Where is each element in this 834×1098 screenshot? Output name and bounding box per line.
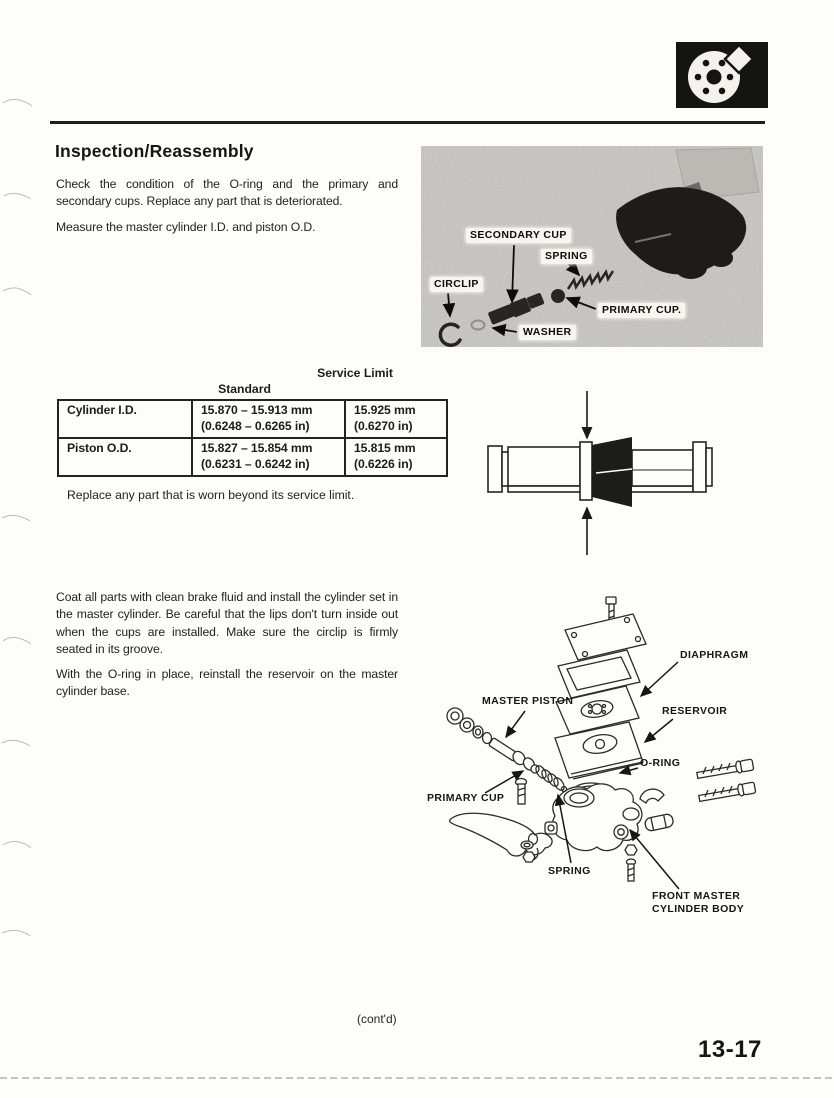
limit-in: (0.6270 in) bbox=[354, 418, 413, 433]
paragraph-check-condition: Check the condition of the O-ring and the primary and secondary cups. Replace any part that is deteriorated. bbox=[56, 177, 398, 209]
brake-lever bbox=[450, 813, 552, 860]
paragraph-measure: Measure the master cylinder I.D. and piston O.D. bbox=[56, 220, 316, 234]
photo-label-secondary-cup: SECONDARY CUP bbox=[466, 228, 571, 243]
piston-measure-drawing bbox=[480, 388, 715, 558]
standard-mm: 15.870 – 15.913 mm bbox=[201, 403, 313, 417]
parts-photo bbox=[421, 146, 763, 347]
section-icon-brakes bbox=[676, 42, 768, 108]
pivot-cylinder bbox=[644, 813, 674, 832]
limit-value bbox=[345, 400, 447, 438]
service-limit-note: Replace any part that is worn beyond its service limit. bbox=[67, 488, 355, 502]
standard-value bbox=[192, 400, 345, 438]
exploded-label-primary-cup: PRIMARY CUP bbox=[427, 792, 505, 804]
scan-artifacts bbox=[0, 0, 40, 1098]
paragraph-coat-parts: Coat all parts with clean brake fluid and install the cylinder set in the master cylinder. Be careful that the lips don't turn inside out when the cups are installed. Make sure the circlip is firmly seated in its groove. bbox=[56, 590, 398, 656]
photo-label-circlip: CIRCLIP bbox=[430, 277, 483, 292]
exploded-label-spring: SPRING bbox=[548, 865, 591, 877]
exploded-label-front-master-cylinder-body: FRONT MASTER CYLINDER BODY bbox=[652, 890, 745, 915]
page-bottom-scan-edge bbox=[0, 1077, 834, 1079]
cylinder-body-part bbox=[545, 784, 642, 851]
exploded-drawing bbox=[425, 592, 770, 932]
photo-label-spring: SPRING bbox=[541, 249, 592, 264]
master-piston-parts bbox=[447, 708, 539, 773]
parts-photo-image bbox=[421, 146, 763, 347]
limit-mm: 15.925 mm bbox=[354, 403, 416, 417]
spec-table bbox=[57, 399, 448, 477]
exploded-label-diaphragm: DIAPHRAGM bbox=[680, 649, 749, 661]
table-row bbox=[58, 438, 447, 476]
brake-disc-icon bbox=[676, 42, 768, 108]
continued-marker: (cont'd) bbox=[357, 1012, 397, 1026]
standard-mm: 15.827 – 15.854 mm bbox=[201, 441, 313, 455]
exploded-label-o-ring: O-RING bbox=[640, 757, 681, 769]
lever-clamp bbox=[640, 789, 664, 803]
row-label: Cylinder I.D. bbox=[58, 400, 192, 438]
pivot-bolt bbox=[516, 779, 527, 805]
photo-label-primary-cup: PRIMARY CUP. bbox=[598, 303, 685, 318]
standard-in: (0.6231 – 0.6242 in) bbox=[201, 456, 310, 471]
paragraph-oring-reinstall: With the O-ring in place, reinstall the reservoir on the master cylinder base. bbox=[56, 667, 398, 699]
table-header-standard: Standard bbox=[218, 382, 271, 396]
row-label: Piston O.D. bbox=[58, 438, 192, 476]
piston-measure-diagram bbox=[480, 388, 715, 558]
table-row bbox=[58, 400, 447, 438]
limit-value bbox=[345, 438, 447, 476]
exploded-diagram bbox=[425, 592, 770, 932]
clamp-bolts bbox=[697, 759, 756, 801]
piston-cup-cone bbox=[592, 437, 632, 507]
page-number: 13-17 bbox=[698, 1036, 762, 1063]
standard-in: (0.6248 – 0.6265 in) bbox=[201, 418, 310, 433]
body-nut-and-bolt bbox=[625, 845, 637, 881]
page-title: Inspection/Reassembly bbox=[55, 141, 254, 161]
table-header-service-limit: Service Limit bbox=[317, 366, 393, 380]
photo-label-washer: WASHER bbox=[519, 325, 576, 340]
exploded-label-master-piston: MASTER PISTON bbox=[482, 695, 574, 707]
limit-in: (0.6226 in) bbox=[354, 456, 413, 471]
limit-mm: 15.815 mm bbox=[354, 441, 416, 455]
exploded-label-reservoir: RESERVOIR bbox=[662, 705, 728, 717]
standard-value bbox=[192, 438, 345, 476]
reservoir-cover bbox=[565, 614, 646, 660]
header-rule bbox=[50, 121, 765, 124]
